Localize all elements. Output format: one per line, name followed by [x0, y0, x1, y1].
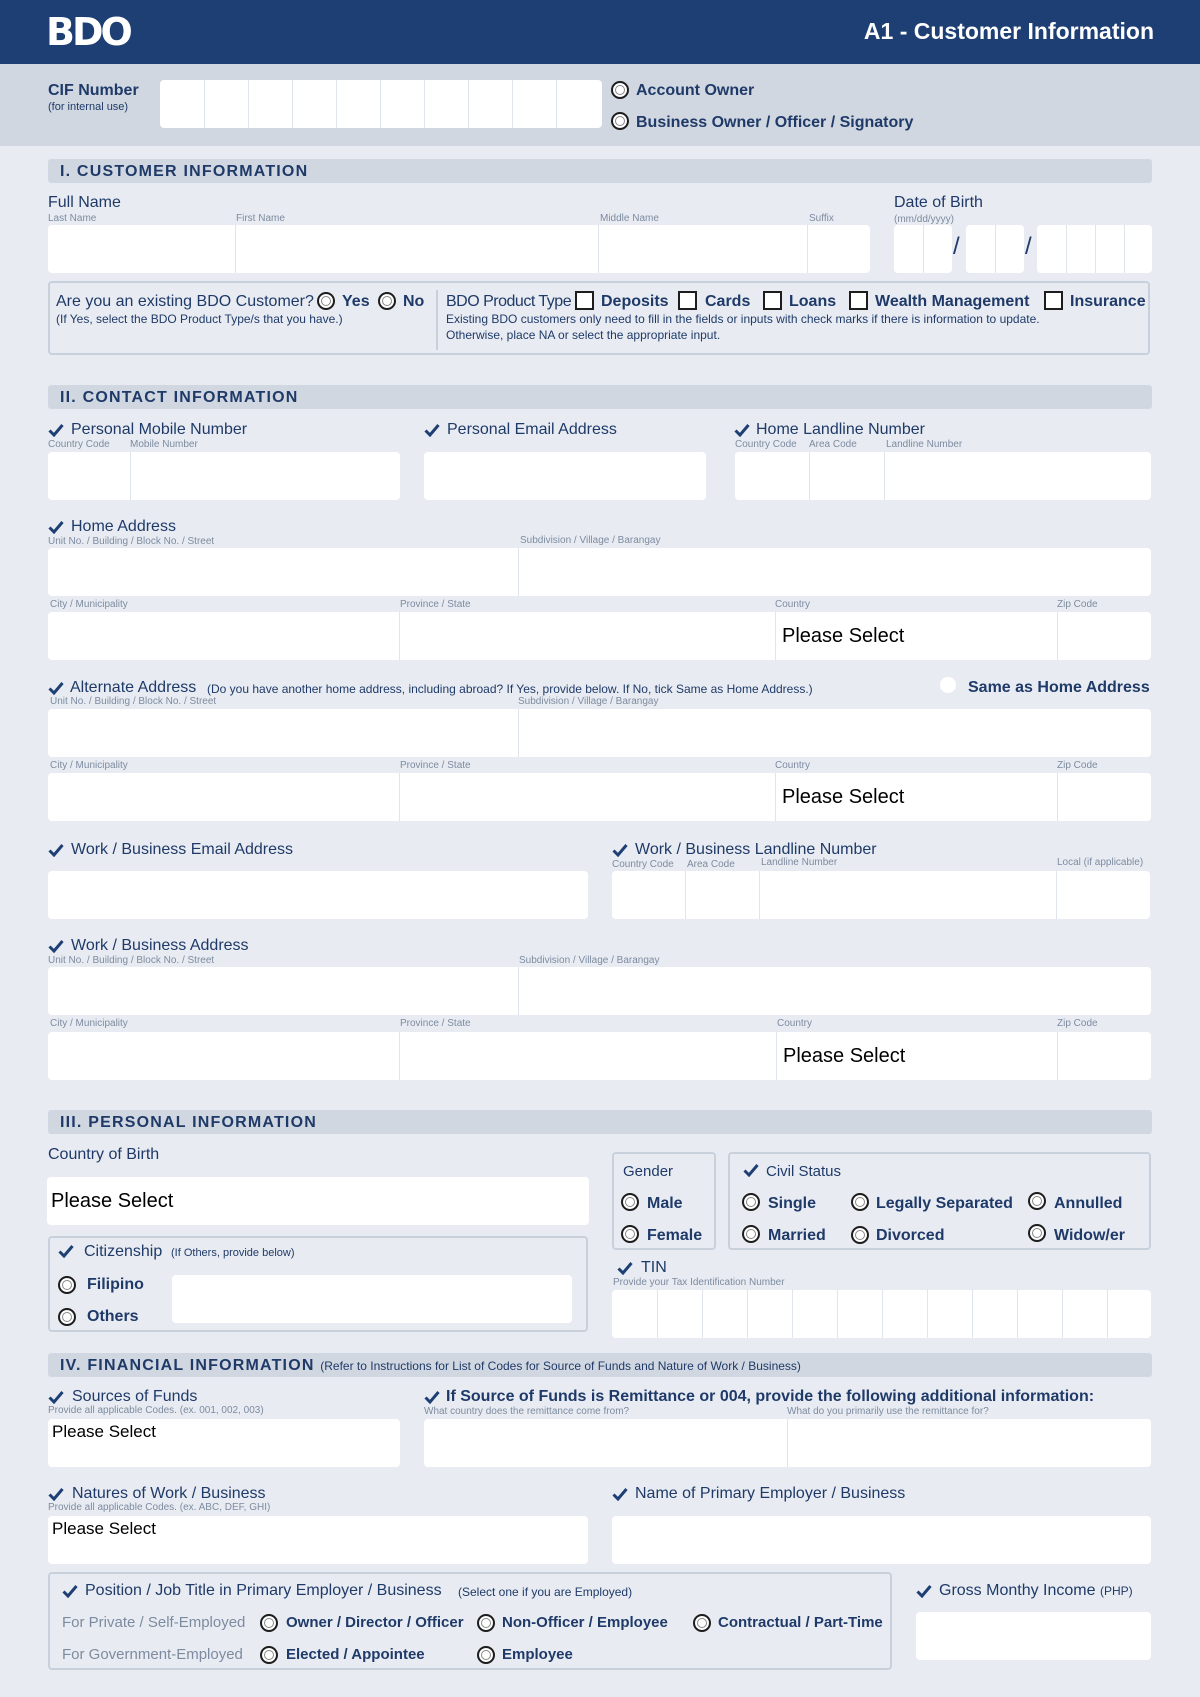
email-label: Personal Email Address — [447, 421, 617, 438]
bdo-logo: BDO — [46, 10, 130, 54]
section-contact-title: II. CONTACT INFORMATION — [60, 389, 299, 406]
sources-note: Provide all applicable Codes. (ex. 001, 002, 003) — [48, 1405, 264, 1416]
landline-country-code-label: Country Code — [735, 439, 797, 450]
country-birth-select[interactable]: Please Select — [47, 1177, 589, 1225]
landline-number-label: Landline Number — [886, 439, 963, 450]
cif-number-input[interactable] — [160, 80, 602, 128]
form-title: A1 - Customer Information — [863, 18, 1154, 44]
work-email-label: Work / Business Email Address — [71, 841, 294, 858]
married-label: Married — [768, 1227, 826, 1244]
cards-checkbox[interactable] — [678, 291, 697, 310]
remit-use-label: What do you primarily use the remittance for? — [787, 1406, 989, 1417]
checkmark-icon — [48, 939, 64, 953]
widow-label: Widow/er — [1054, 1227, 1125, 1244]
natures-note: Provide all applicable Codes. (ex. ABC, DEF, GHI) — [48, 1502, 271, 1513]
work-zip-label: Zip Code — [1057, 1018, 1098, 1029]
citizenship-label: Citizenship — [84, 1243, 163, 1260]
alt-country-select[interactable]: Please Select — [782, 786, 905, 808]
checkmark-icon — [743, 1163, 759, 1177]
alt-zip-label: Zip Code — [1057, 760, 1098, 771]
work-address-label: Work / Business Address — [71, 937, 249, 954]
existing-no-label: No — [403, 293, 425, 310]
work-area-code-label: Area Code — [687, 859, 735, 870]
home-zip-label: Zip Code — [1057, 599, 1098, 610]
work-country-label: Country — [777, 1018, 813, 1029]
insurance-checkbox[interactable] — [1044, 291, 1063, 310]
alt-address-label: Alternate Address — [70, 679, 197, 696]
business-owner-label: Business Owner / Officer / Signatory — [636, 114, 914, 131]
landline-area-code-label: Area Code — [809, 439, 857, 450]
sources-select[interactable]: Please Select — [48, 1419, 400, 1467]
middle-name-label: Middle Name — [600, 213, 659, 224]
employer-label: Name of Primary Employer / Business — [635, 1485, 906, 1502]
landline-input[interactable] — [735, 452, 1151, 500]
widow-radio[interactable] — [1028, 1224, 1046, 1242]
dob-year-input[interactable] — [1037, 225, 1152, 273]
filipino-label: Filipino — [87, 1276, 144, 1293]
contractual-radio[interactable] — [693, 1614, 711, 1632]
work-province-label: Province / State — [400, 1018, 471, 1029]
product-note-2: Otherwise, place NA or select the appropriate input. — [446, 328, 721, 342]
elected-label: Elected / Appointee — [286, 1646, 425, 1663]
existing-question: Are you an existing BDO Customer? — [56, 293, 314, 310]
section-customer-title: I. CUSTOMER INFORMATION — [60, 163, 309, 180]
legally-separated-radio[interactable] — [851, 1193, 869, 1211]
existing-note: (If Yes, select the BDO Product Type/s that you have.) — [56, 312, 343, 326]
checkmark-icon — [612, 843, 628, 857]
work-landline-input[interactable] — [612, 871, 1150, 919]
checkmark-icon — [48, 423, 64, 437]
checkmark-icon — [617, 1261, 633, 1275]
mobile-number-label: Mobile Number — [130, 439, 198, 450]
income-input[interactable] — [916, 1612, 1151, 1660]
work-city-label: City / Municipality — [50, 1018, 128, 1029]
work-landline-label: Work / Business Landline Number — [635, 841, 877, 858]
citizenship-note: (If Others, provide below) — [171, 1247, 295, 1259]
checkmark-icon — [48, 681, 64, 695]
section-customer-band — [48, 159, 1152, 183]
tin-note: Provide your Tax Identification Number — [613, 1277, 785, 1288]
dob-slash-1: / — [953, 233, 960, 260]
alt-street-input[interactable] — [48, 709, 1151, 757]
male-label: Male — [647, 1195, 683, 1212]
home-unit-label: Unit No. / Building / Block No. / Street — [48, 536, 215, 547]
landline-label: Home Landline Number — [756, 421, 925, 438]
legally-separated-label: Legally Separated — [876, 1195, 1013, 1212]
section-contact-band — [48, 385, 1152, 409]
first-name-label: First Name — [236, 213, 285, 224]
elected-radio[interactable] — [260, 1646, 278, 1664]
checkmark-icon — [48, 843, 64, 857]
non-officer-label: Non-Officer / Employee — [502, 1614, 668, 1631]
home-address-label: Home Address — [71, 518, 176, 535]
section-personal-title: III. PERSONAL INFORMATION — [60, 1114, 317, 1131]
single-radio[interactable] — [742, 1193, 760, 1211]
section-personal-band — [48, 1110, 1152, 1134]
checkmark-icon — [58, 1244, 74, 1258]
mobile-country-code-label: Country Code — [48, 439, 110, 450]
existing-yes-radio[interactable] — [317, 292, 335, 310]
others-label: Others — [87, 1308, 139, 1325]
work-local-label: Local (if applicable) — [1057, 857, 1144, 868]
income-label: Gross Monthy Income (PHP) — [939, 1582, 1133, 1599]
sources-label: Sources of Funds — [72, 1388, 198, 1405]
work-country-select[interactable]: Please Select — [783, 1045, 906, 1067]
gender-label: Gender — [623, 1163, 674, 1180]
wealth-label: Wealth Management — [875, 293, 1030, 310]
dob-slash-2: / — [1025, 233, 1032, 260]
checkmark-icon — [424, 423, 440, 437]
alt-address-note: (Do you have another home address, including abroad? If Yes, provide below. If No, tick Same as Home Address.) — [207, 682, 813, 696]
male-radio[interactable] — [621, 1193, 639, 1211]
deposits-checkbox[interactable] — [575, 291, 594, 310]
work-country-code-label: Country Code — [612, 859, 674, 870]
employer-input[interactable] — [612, 1516, 1151, 1564]
private-label: For Private / Self-Employed — [62, 1614, 246, 1631]
checkmark-icon — [48, 1487, 64, 1501]
owner-label: Owner / Director / Officer — [286, 1614, 464, 1631]
divorced-label: Divorced — [876, 1227, 945, 1244]
others-radio[interactable] — [58, 1308, 76, 1326]
work-email-input[interactable] — [48, 871, 588, 919]
wealth-checkbox[interactable] — [849, 291, 868, 310]
home-country-select[interactable]: Please Select — [782, 625, 905, 647]
checkmark-icon — [48, 1390, 64, 1404]
government-label: For Government-Employed — [62, 1646, 243, 1663]
full-name-input[interactable] — [48, 225, 870, 273]
checkmark-icon — [612, 1487, 628, 1501]
female-radio[interactable] — [621, 1225, 639, 1243]
cif-label: CIF Number — [48, 82, 139, 99]
alt-subdivision-label: Subdivision / Village / Barangay — [518, 696, 659, 707]
alt-province-label: Province / State — [400, 760, 471, 771]
contractual-label: Contractual / Part-Time — [718, 1614, 883, 1631]
mobile-label: Personal Mobile Number — [71, 421, 248, 438]
work-landline-number-label: Landline Number — [761, 857, 838, 868]
dob-label: Date of Birth — [894, 194, 983, 211]
country-birth-label: Country of Birth — [48, 1146, 160, 1163]
account-owner-radio[interactable] — [611, 81, 629, 99]
loans-label: Loans — [789, 293, 837, 310]
divorced-radio[interactable] — [851, 1226, 869, 1244]
civil-status-label: Civil Status — [766, 1163, 842, 1180]
dob-month-input[interactable] — [894, 225, 952, 273]
tin-label: TIN — [641, 1259, 667, 1276]
work-street-input[interactable] — [48, 967, 1151, 1015]
dob-day-input[interactable] — [966, 225, 1024, 273]
employee-radio[interactable] — [477, 1646, 495, 1664]
checkmark-icon — [734, 423, 750, 437]
insurance-label: Insurance — [1070, 293, 1146, 310]
checkmark-icon — [62, 1584, 78, 1598]
home-street-input[interactable] — [48, 548, 1151, 596]
mobile-input[interactable] — [48, 452, 400, 500]
email-input[interactable] — [424, 452, 706, 500]
section-financial-note: (Refer to Instructions for List of Codes for Source of Funds and Nature of Work / Business) — [320, 1359, 801, 1373]
checkmark-icon — [424, 1390, 440, 1404]
home-city-label: City / Municipality — [50, 599, 128, 610]
remit-country-label: What country does the remittance come from? — [424, 1406, 630, 1417]
checkmark-icon — [48, 520, 64, 534]
existing-divider — [436, 290, 438, 350]
home-province-label: Province / State — [400, 599, 471, 610]
annulled-radio[interactable] — [1028, 1192, 1046, 1210]
product-type-label: BDO Product Type — [446, 293, 572, 310]
alt-city-label: City / Municipality — [50, 760, 128, 771]
tin-input[interactable] — [612, 1290, 1151, 1338]
suffix-label: Suffix — [809, 213, 834, 224]
section-financial-band — [48, 1353, 1152, 1377]
existing-no-radio[interactable] — [378, 292, 396, 310]
section-financial-title: IV. FINANCIAL INFORMATION (Refer to Instructions for List of Codes for Source of Funds and Nature of Work / Business) — [60, 1357, 801, 1374]
natures-select[interactable]: Please Select — [48, 1516, 588, 1564]
position-label: Position / Job Title in Primary Employer / Business — [85, 1582, 442, 1599]
work-subdivision-label: Subdivision / Village / Barangay — [519, 955, 660, 966]
last-name-label: Last Name — [48, 213, 97, 224]
cif-sublabel: (for internal use) — [48, 101, 129, 113]
full-name-label: Full Name — [48, 194, 121, 211]
same-as-home-radio[interactable] — [940, 677, 956, 693]
owner-radio[interactable] — [260, 1614, 278, 1632]
filipino-radio[interactable] — [58, 1276, 76, 1294]
loans-checkbox[interactable] — [763, 291, 782, 310]
existing-yes-label: Yes — [342, 293, 370, 310]
account-owner-label: Account Owner — [636, 82, 755, 99]
dob-format-label: (mm/dd/yyyy) — [894, 214, 954, 225]
deposits-label: Deposits — [601, 293, 669, 310]
non-officer-radio[interactable] — [477, 1614, 495, 1632]
single-label: Single — [768, 1195, 817, 1212]
female-label: Female — [647, 1227, 703, 1244]
checkmark-icon — [916, 1584, 932, 1598]
citizenship-other-input[interactable] — [172, 1275, 572, 1323]
annulled-label: Annulled — [1054, 1195, 1123, 1212]
home-subdivision-label: Subdivision / Village / Barangay — [520, 535, 661, 546]
home-country-label: Country — [775, 599, 811, 610]
remittance-input[interactable] — [424, 1419, 1151, 1467]
alt-country-label: Country — [775, 760, 811, 771]
employee-label: Employee — [502, 1646, 573, 1663]
income-unit: (PHP) — [1099, 1584, 1133, 1598]
business-owner-radio[interactable] — [611, 112, 629, 130]
position-note: (Select one if you are Employed) — [458, 1585, 633, 1599]
product-note-1: Existing BDO customers only need to fill in the fields or inputs with check marks if there is information to update. — [446, 312, 1040, 326]
same-as-home-label: Same as Home Address — [968, 679, 1150, 696]
cards-label: Cards — [705, 293, 751, 310]
alt-unit-label: Unit No. / Building / Block No. / Street — [50, 696, 217, 707]
natures-label: Natures of Work / Business — [72, 1485, 266, 1502]
married-radio[interactable] — [742, 1225, 760, 1243]
work-unit-label: Unit No. / Building / Block No. / Street — [48, 955, 215, 966]
remittance-question: If Source of Funds is Remittance or 004, provide the following additional information: — [446, 1388, 1095, 1405]
